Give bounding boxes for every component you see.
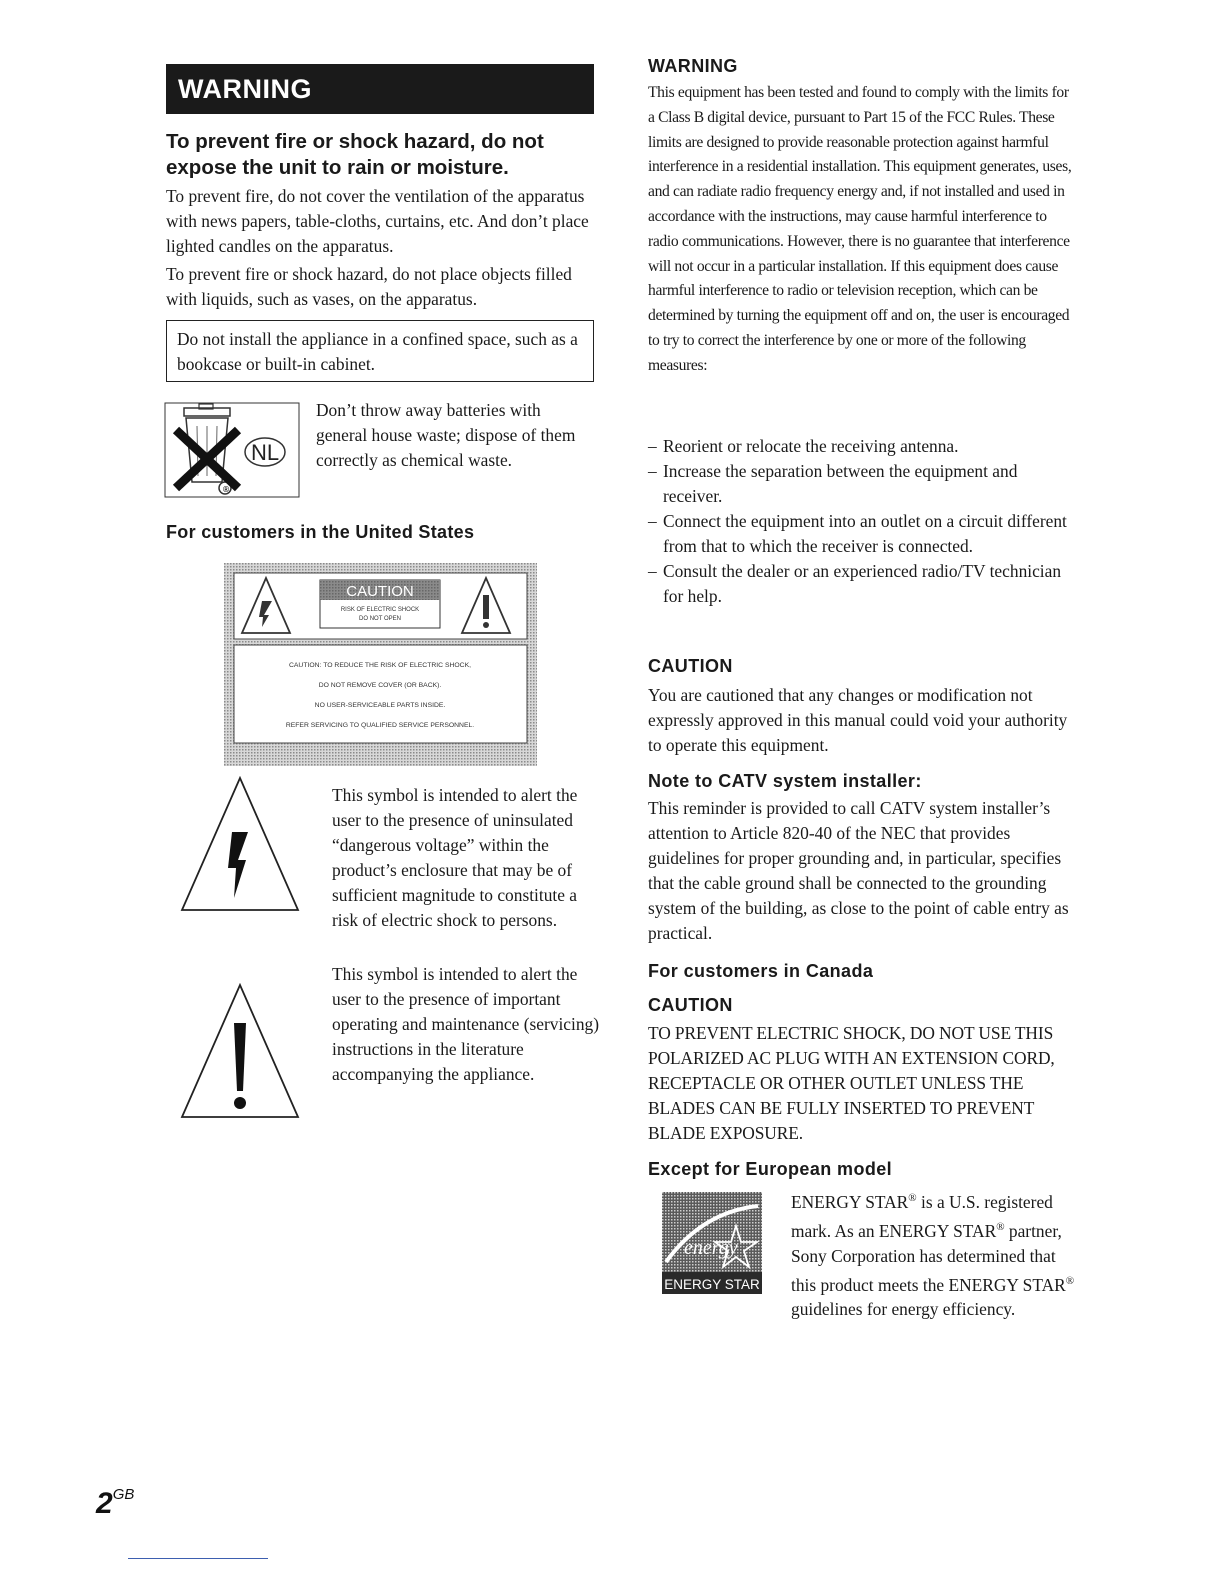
lightning-warning-icon bbox=[180, 776, 300, 912]
list-item: – Reorient or relocate the receiving antenna. bbox=[648, 436, 959, 456]
canada-caution-text: TO PREVENT ELECTRIC SHOCK, DO NOT USE THIS POLARIZED AC PLUG WITH AN EXTENSION CORD, RECEPTACLE OR OTHER OUTLET UNLESS THE BLADES CAN BE FULLY INSERTED TO PREVENT BLADE EXPOSURE. bbox=[648, 1023, 1055, 1143]
caution-label-line-3: NO USER-SERVICEABLE PARTS INSIDE. bbox=[314, 702, 446, 709]
exclamation-warning-icon bbox=[180, 983, 300, 1119]
fire-hazard-heading: To prevent fire or shock hazard, do not expose the unit to rain or moisture. bbox=[166, 130, 544, 179]
energy-star-text: ENERGY STAR® is a U.S. registered mark. As an ENERGY STAR® partner, Sony Corporation has determined that this product meets the ENERGY STAR® guidelines for energy efficiency. bbox=[791, 1191, 1075, 1320]
page-suffix: GB bbox=[112, 1486, 135, 1503]
nl-badge: NL bbox=[250, 440, 280, 465]
energy-star-logo-label: ENERGY STAR bbox=[664, 1277, 760, 1292]
interference-measures-list bbox=[648, 434, 1078, 609]
warning-heading: WARNING bbox=[648, 56, 738, 76]
caution-label-image bbox=[224, 563, 537, 766]
page-number: $2^{GB}$ bbox=[96, 1486, 135, 1520]
caution-label-line-4: REFER SERVICING TO QUALIFIED SERVICE PERSONNEL. bbox=[285, 722, 475, 729]
canada-customers-heading: For customers in Canada bbox=[648, 961, 874, 981]
caution-label-line-1: CAUTION: TO REDUCE THE RISK OF ELECTRIC SHOCK, bbox=[288, 662, 472, 669]
caution-heading: CAUTION bbox=[648, 656, 733, 676]
list-item: – Increase the separation between the equipment and receiver. bbox=[648, 461, 1018, 506]
canada-caution-heading: CAUTION bbox=[648, 995, 733, 1015]
confined-space-notice bbox=[166, 320, 594, 382]
fcc-compliance-text: This equipment has been tested and found to comply with the limits for a Class B digital device, pursuant to Part 15 of the FCC Rules. These limits are designed to provide reasonable protection against harmful interference in a residential installation. This equipment generates, uses, and can radiate radio frequency energy and, if not installed and used in accordance with the instructions, may cause harmful interference to radio communications. However, there is no guarantee that interference will not occur in a particular installation. If this equipment does cause harmful interference to radio or television reception, which can be determined by turning the equipment off and on, the user is encouraged to try to correct the interference by one or more of the following measures: bbox=[648, 84, 1072, 374]
energy-star-logo bbox=[662, 1192, 762, 1294]
catv-heading: Note to CATV system installer: bbox=[648, 771, 922, 791]
warning-banner: WARNING bbox=[166, 64, 594, 114]
ventilation-paragraph: To prevent fire, do not cover the ventilation of the apparatus with news papers, table-cloths, curtains, etc. And don’t place lighted candles on the apparatus. bbox=[166, 186, 589, 256]
battery-disposal-text: Don’t throw away batteries with general house waste; dispose of them correctly as chemical waste. bbox=[316, 400, 576, 470]
battery-disposal-icon bbox=[164, 402, 300, 498]
list-item: – Consult the dealer or an experienced radio/TV technician for help. bbox=[648, 561, 1062, 606]
caution-modification-text: You are cautioned that any changes or modification not expressly approved in this manual could void your authority to operate this equipment. bbox=[648, 685, 1068, 755]
liquids-paragraph: To prevent fire or shock hazard, do not place objects filled with liquids, such as vases, on the apparatus. bbox=[166, 264, 572, 309]
exclamation-symbol-text: This symbol is intended to alert the user to the presence of important operating and maintenance (servicing) instructions in the literature accompanying the appliance. bbox=[332, 964, 600, 1084]
catv-text: This reminder is provided to call CATV system installer’s attention to Article 820-40 of the NEC that provides guidelines for proper grounding and, in particular, specifies that the cable ground shall be connected to the grounding system of the building, as close to the point of cable entry as practical. bbox=[648, 798, 1069, 943]
lightning-symbol-text: This symbol is intended to alert the user to the presence of uninsulated “dangerous voltage” within the product’s enclosure that may be of sufficient magnitude to constitute a risk of electric shock to persons. bbox=[332, 785, 578, 930]
us-customers-heading: For customers in the United States bbox=[166, 522, 475, 542]
svg-text:®: ® bbox=[222, 485, 230, 494]
caution-label-risk-1: RISK OF ELECTRIC SHOCK bbox=[340, 607, 420, 613]
caution-label-title: CAUTION bbox=[346, 583, 414, 600]
european-model-heading: Except for European model bbox=[648, 1159, 893, 1179]
caution-label-line-2: DO NOT REMOVE COVER (OR BACK). bbox=[318, 682, 442, 689]
footer-rule bbox=[128, 1558, 268, 1559]
list-item: – Connect the equipment into an outlet on a circuit different from that to which the receiver is connected. bbox=[648, 511, 1067, 556]
confined-space-text: Do not install the appliance in a confined space, such as a bookcase or built-in cabinet. bbox=[177, 329, 578, 374]
svg-text:energy: energy bbox=[684, 1237, 738, 1259]
caution-label-risk-2: DO NOT OPEN bbox=[359, 616, 401, 622]
